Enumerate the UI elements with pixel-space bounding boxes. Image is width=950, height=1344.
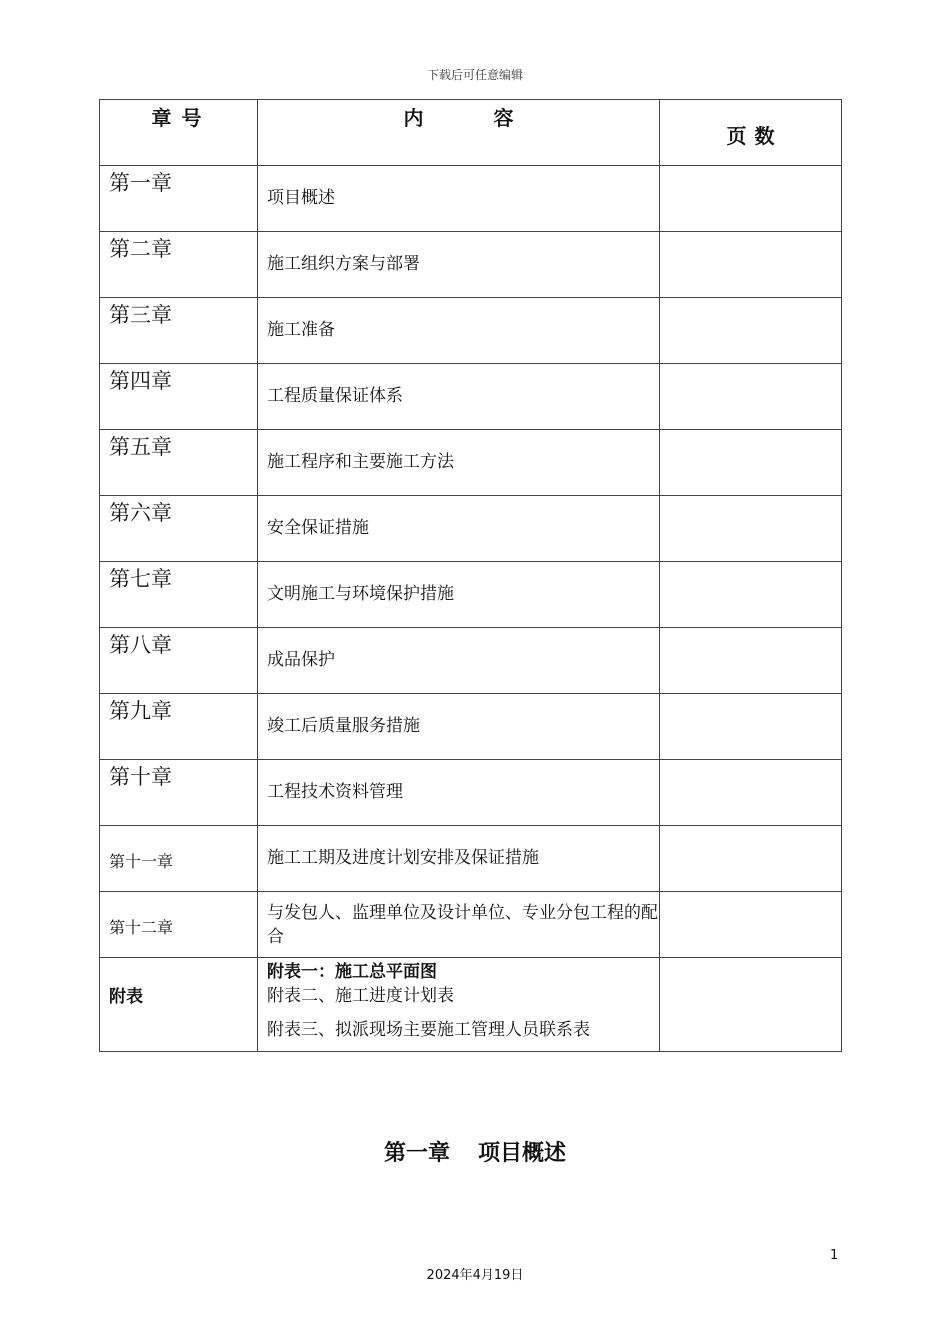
pages-cell xyxy=(660,496,842,562)
chapter-content: 文明施工与环境保护措施 xyxy=(267,584,454,604)
header-content-cell xyxy=(258,100,660,166)
appendix-item: 附表一：施工总平面图 xyxy=(267,962,437,982)
appendix-item: 附表二、施工进度计划表 xyxy=(267,986,454,1006)
header-content: 内容 xyxy=(403,106,584,130)
chapter-cell xyxy=(100,232,258,298)
header-pages-cell xyxy=(660,100,842,166)
pages-cell xyxy=(660,562,842,628)
chapter-content: 项目概述 xyxy=(267,188,335,208)
chapter-number: 第十二章 xyxy=(109,918,174,937)
chapter-cell xyxy=(100,298,258,364)
footer-date: 2024年4月19日 xyxy=(426,1268,524,1283)
appendix-row xyxy=(100,958,842,1052)
chapter-content: 与发包人、监理单位及设计单位、专业分包工程的配合 xyxy=(267,903,658,947)
header-note: 下载后可任意编辑 xyxy=(426,68,523,82)
table-row xyxy=(100,232,842,298)
table-row xyxy=(100,298,842,364)
appendix-list xyxy=(258,958,659,1042)
pages-cell xyxy=(660,232,842,298)
table-row xyxy=(100,364,842,430)
chapter-number: 第五章 xyxy=(109,435,172,459)
chapter-cell xyxy=(100,892,258,958)
chapter-number: 第三章 xyxy=(109,303,172,327)
chapter-number: 第十一章 xyxy=(109,852,174,871)
chapter-number: 第七章 xyxy=(109,567,172,591)
chapter-content: 工程质量保证体系 xyxy=(267,386,403,406)
chapter-cell xyxy=(100,430,258,496)
chapter-cell xyxy=(100,562,258,628)
content-cell xyxy=(258,430,660,496)
table-of-contents xyxy=(99,99,842,1052)
chapter-content: 施工程序和主要施工方法 xyxy=(267,452,454,472)
appendix-label-cell xyxy=(100,958,258,1052)
table-row xyxy=(100,628,842,694)
appendix-label: 附表 xyxy=(109,987,143,1007)
chapter-content: 施工准备 xyxy=(267,320,335,340)
chapter-heading-title: 项目概述 xyxy=(478,1141,567,1166)
chapter-number: 第一章 xyxy=(109,171,172,195)
pages-cell xyxy=(660,166,842,232)
header-chapter-cell xyxy=(100,100,258,166)
appendix-items-cell xyxy=(258,958,660,1052)
content-cell xyxy=(258,166,660,232)
pages-cell xyxy=(660,892,842,958)
chapter-number: 第十章 xyxy=(109,765,172,789)
table-row xyxy=(100,694,842,760)
chapter-cell xyxy=(100,826,258,892)
chapter-number: 第六章 xyxy=(109,501,172,525)
pages-cell xyxy=(660,430,842,496)
table-row xyxy=(100,430,842,496)
pages-cell xyxy=(660,628,842,694)
table-header-row xyxy=(100,100,842,166)
page-number: 1 xyxy=(830,1248,839,1263)
header-pages: 页数 xyxy=(726,124,783,148)
content-cell xyxy=(258,232,660,298)
pages-cell xyxy=(660,298,842,364)
chapter-number: 第四章 xyxy=(109,369,172,393)
chapter-cell xyxy=(100,694,258,760)
chapter-number: 第二章 xyxy=(109,237,172,261)
chapter-content: 工程技术资料管理 xyxy=(267,782,403,802)
content-cell xyxy=(258,364,660,430)
table-row xyxy=(100,826,842,892)
appendix-item: 附表三、拟派现场主要施工管理人员联系表 xyxy=(267,1020,590,1040)
pages-cell xyxy=(660,826,842,892)
chapter-content: 施工组织方案与部署 xyxy=(267,254,420,274)
chapter-number: 第八章 xyxy=(109,633,172,657)
content-cell xyxy=(258,496,660,562)
chapter-content: 竣工后质量服务措施 xyxy=(267,716,420,736)
header-chapter: 章号 xyxy=(151,106,212,130)
chapter-cell xyxy=(100,364,258,430)
appendix-pages-cell xyxy=(660,958,842,1052)
content-cell xyxy=(258,694,660,760)
chapter-cell xyxy=(100,496,258,562)
content-cell xyxy=(258,826,660,892)
table-row xyxy=(100,760,842,826)
table-row xyxy=(100,892,842,958)
table-row xyxy=(100,166,842,232)
content-cell xyxy=(258,628,660,694)
content-cell xyxy=(258,760,660,826)
chapter-content: 安全保证措施 xyxy=(267,518,369,538)
chapter-cell xyxy=(100,166,258,232)
pages-cell xyxy=(660,760,842,826)
chapter-heading-number: 第一章 xyxy=(383,1141,450,1166)
chapter-cell xyxy=(100,760,258,826)
table-row xyxy=(100,496,842,562)
pages-cell xyxy=(660,694,842,760)
chapter-content: 成品保护 xyxy=(267,650,335,670)
table-row xyxy=(100,562,842,628)
content-cell xyxy=(258,892,660,958)
chapter-content: 施工工期及进度计划安排及保证措施 xyxy=(267,848,539,868)
chapter-cell xyxy=(100,628,258,694)
chapter-heading xyxy=(0,1136,950,1167)
pages-cell xyxy=(660,364,842,430)
content-cell xyxy=(258,562,660,628)
content-cell xyxy=(258,298,660,364)
chapter-number: 第九章 xyxy=(109,699,172,723)
